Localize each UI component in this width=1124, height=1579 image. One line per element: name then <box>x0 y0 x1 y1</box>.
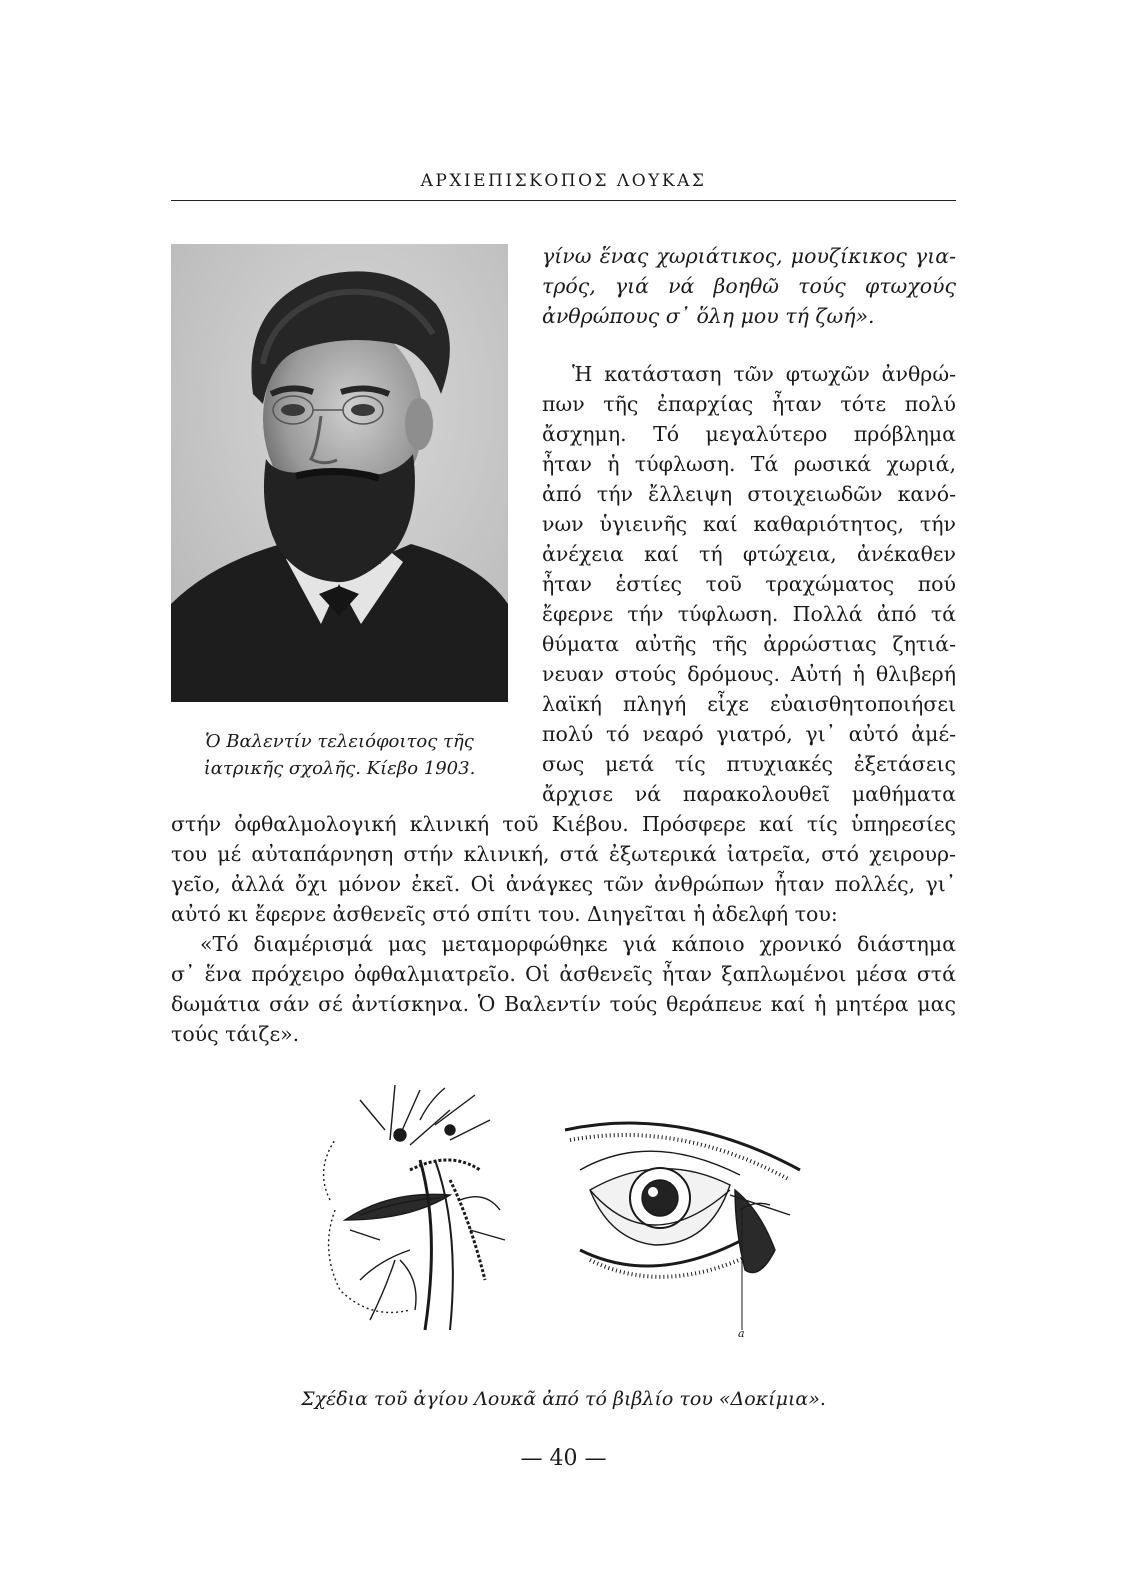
body-line: στήν ὀφθαλμολογική κλινική τοῦ Κιέβου. Πρόσφερε καί τίς ὑπηρεσίες <box>171 812 956 836</box>
body-line: πων τῆς ἐπαρχίας ἦταν τότε πολύ <box>542 392 956 416</box>
eye-lacrimal-sketch <box>560 1110 820 1340</box>
body-line: θύματα αὐτῆς τῆς ἀρρώστιας ζητιά- <box>542 632 956 656</box>
body-line: ἀνέχεια καί τή φτώχεια, ἀνέκαθεν <box>542 542 956 566</box>
portrait-caption <box>171 728 508 782</box>
body-line: ἀπό τήν ἔλλειψη στοιχειωδῶν κανό- <box>542 482 956 506</box>
portrait-caption-line: Ὁ Βαλεντίν τελειόφοιτος τῆς <box>205 731 474 752</box>
body-line: πολύ τό νεαρό γιατρό, γι᾽ αὐτό ἀμέ- <box>542 722 956 746</box>
running-head: ΑΡΧΙΕΠΙΣΚΟΠΟΣ ΛΟΥΚΑΣ <box>420 171 707 191</box>
header-rule <box>171 200 956 201</box>
body-line: δωμάτια σάν σέ ἀντίσκηνα. Ὁ Βαλεντίν τούς θεράπευε καί ἡ μητέρα μας <box>171 992 956 1016</box>
quote-line: τρός, γιά νά βοηθῶ τούς φτωχούς <box>542 274 956 298</box>
body-line: ἦταν ἡ τύφλωση. Τά ρωσικά χωριά, <box>542 452 956 476</box>
figure-label: a <box>738 1327 745 1340</box>
body-line: σ᾽ ἕνα πρόχειρο ὀφθαλμιατρεῖο. Οἱ ἀσθενεῖς ἦταν ξαπλωμένοι μέσα στά <box>171 962 956 986</box>
body-line: γεῖο, ἀλλά ὄχι μόνον ἐκεῖ. Οἱ ἀνάγκες τῶν ἀνθρώπων ἦταν πολλές, γι᾽ <box>171 872 956 896</box>
body-line: του μέ αὐταπάρνηση στήν κλινική, στά ἐξωτερικά ἰατρεῖα, στό χειρουρ- <box>171 842 956 866</box>
body-line: σως μετά τίς πτυχιακές ἐξετάσεις <box>542 752 956 776</box>
body-line: νων ὑγιεινῆς καί καθαριότητος, τήν <box>542 512 956 536</box>
body-line: νευαν στούς δρόμους. Αὐτή ἡ θλιβερή <box>542 662 956 686</box>
page-number: — 40 — <box>520 1446 607 1471</box>
body-line: λαϊκή πληγή εἶχε εὐαισθητοποιήσει <box>542 692 956 716</box>
body-line: αὐτό κι ἔφερνε ἀσθενεῖς στό σπίτι του. Διηγεῖται ἡ ἀδελφή του: <box>171 902 838 926</box>
body-line: Ἡ κατάσταση τῶν φτωχῶν ἀνθρώ- <box>572 362 956 386</box>
body-line: τούς τάιζε». <box>171 1022 300 1046</box>
quote-line: ἀνθρώπους σ᾽ ὅλη μου τή ζωή». <box>542 304 875 328</box>
portrait-photo <box>171 244 508 702</box>
portrait-caption-line: ἰατρικῆς σχολῆς. Κίεβο 1903. <box>203 758 476 779</box>
figures-caption: Σχέδια τοῦ ἁγίου Λουκᾶ ἀπό τό βιβλίο του «Δοκίμια». <box>301 1388 826 1410</box>
eye-vessels-sketch <box>300 1080 515 1335</box>
body-line: «Τό διαμέρισμά μας μεταμορφώθηκε γιά κάποιο χρονικό διάστημα <box>200 932 956 956</box>
quote-line: γίνω ἕνας χωριάτικος, μουζίκικος για- <box>542 244 956 268</box>
body-line: ἄρχισε νά παρακολουθεῖ μαθήματα <box>542 782 956 806</box>
body-line: ἔφερνε τήν τύφλωση. Πολλά ἀπό τά <box>542 602 956 626</box>
body-line: ἦταν ἑστίες τοῦ τραχώματος πού <box>542 572 956 596</box>
body-line: ἄσχημη. Τό μεγαλύτερο πρόβλημα <box>542 422 956 446</box>
